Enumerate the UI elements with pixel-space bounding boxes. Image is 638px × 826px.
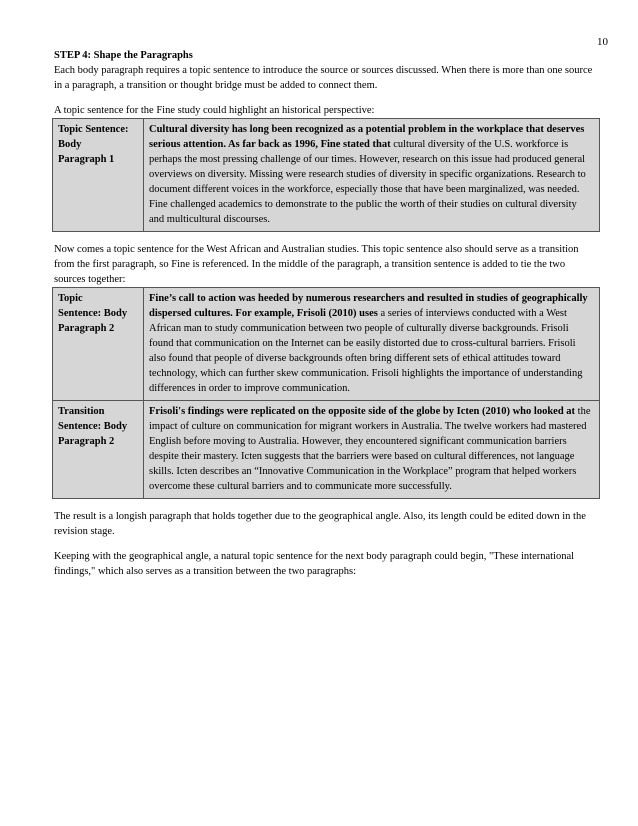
- page-number: 10: [597, 36, 608, 48]
- fine-lead-paragraph: A topic sentence for the Fine study could highlight an historical perspective:: [54, 105, 375, 116]
- closing-paragraph: Keeping with the geographical angle, a natural topic sentence for the next body paragraph could begin, "These international findings," which also serves as a transition between the two paragraphs:: [54, 551, 575, 577]
- label-line: Sentence: Body: [58, 308, 128, 319]
- transition-sentence-bold: Frisoli's findings were replicated on the opposite side of the globe by Icten (2010) who looked at: [149, 406, 576, 417]
- label-line: Sentence: Body: [58, 421, 128, 432]
- paragraph-text: the impact of culture on communication for migrant workers in Australia. The twelve workers had mastered English before moving to Australia. However, they encountered significant communication barriers despite their mastery. Icten suggests that the barriers were based on cultural differences, not language skills. Icten describes an “Innovative Communication in the Workplace” program that helped workers overcome these cultural barriers and to communicate more successfully.: [149, 406, 591, 492]
- row-label: [53, 288, 144, 401]
- row-label: [53, 119, 144, 232]
- west-lead-paragraph: Now comes a topic sentence for the West African and Australian studies. This topic sentence also should serve as a transition from the first paragraph, so Fine is referenced. In the middle of the paragraph, a transition sentence is added to tie the two sources together:: [54, 244, 579, 285]
- label-line: Paragraph 1: [58, 154, 115, 165]
- topic-sentence-bold: Fine’s call to action was heeded by numerous researchers and resulted in studies of geographically dispersed cultures. For example, Frisoli (2010) uses: [149, 293, 588, 319]
- fine-topic-table: [52, 118, 600, 232]
- label-line: Body: [58, 139, 82, 150]
- result-paragraph: The result is a longish paragraph that holds together due to the geographical angle. Also, its length could be edited down in the revision stage.: [54, 511, 586, 537]
- paragraph2-table: [52, 287, 600, 499]
- row-text: [144, 288, 600, 401]
- label-line: Paragraph 2: [58, 323, 115, 334]
- step-heading: STEP 4: Shape the Paragraphs: [54, 50, 193, 61]
- row-label: [53, 401, 144, 499]
- paragraph-text: cultural diversity of the U.S. workforce is perhaps the most pressing challenge of our times. However, research on this issue had produced general overviews on diversity. Missing were research studies of diversity in specific organizations. Research to document different voices in the workforce, especially those that have been marginalized, was needed. Fine challenged academics to demonstrate to the public the worth of their studies on cultural diversity and multicultural discourses.: [149, 139, 586, 225]
- document-body: [54, 48, 598, 579]
- label-line: Paragraph 2: [58, 436, 115, 447]
- topic-sentence-bold: Cultural diversity has long been recognized as a potential problem in the workplace that deserves serious attention. As far back as 1996, Fine stated that: [149, 124, 585, 150]
- label-line: Topic: [58, 293, 83, 304]
- table-row: [53, 119, 600, 232]
- paragraph-text: a series of interviews conducted with a West African man to study communication between two people of culturally diverse backgrounds. Frisoli found that communication on the Internet can be easily distorted due to cross-cultural barriers. Frisoli also found that people of diverse backgrounds often bring different sets of ethical attitudes toward technology, which can further skew communication. Frisoli highlights the importance of understanding differences in order to improve communication.: [149, 308, 583, 394]
- intro-paragraph: Each body paragraph requires a topic sentence to introduce the source or sources discussed. When there is more than one source in a paragraph, a transition or thought bridge must be added to connect them.: [54, 65, 593, 91]
- row-text: [144, 401, 600, 499]
- label-line: Topic Sentence:: [58, 124, 129, 135]
- table-row: [53, 401, 600, 499]
- label-line: Transition: [58, 406, 105, 417]
- row-text: [144, 119, 600, 232]
- table-row: [53, 288, 600, 401]
